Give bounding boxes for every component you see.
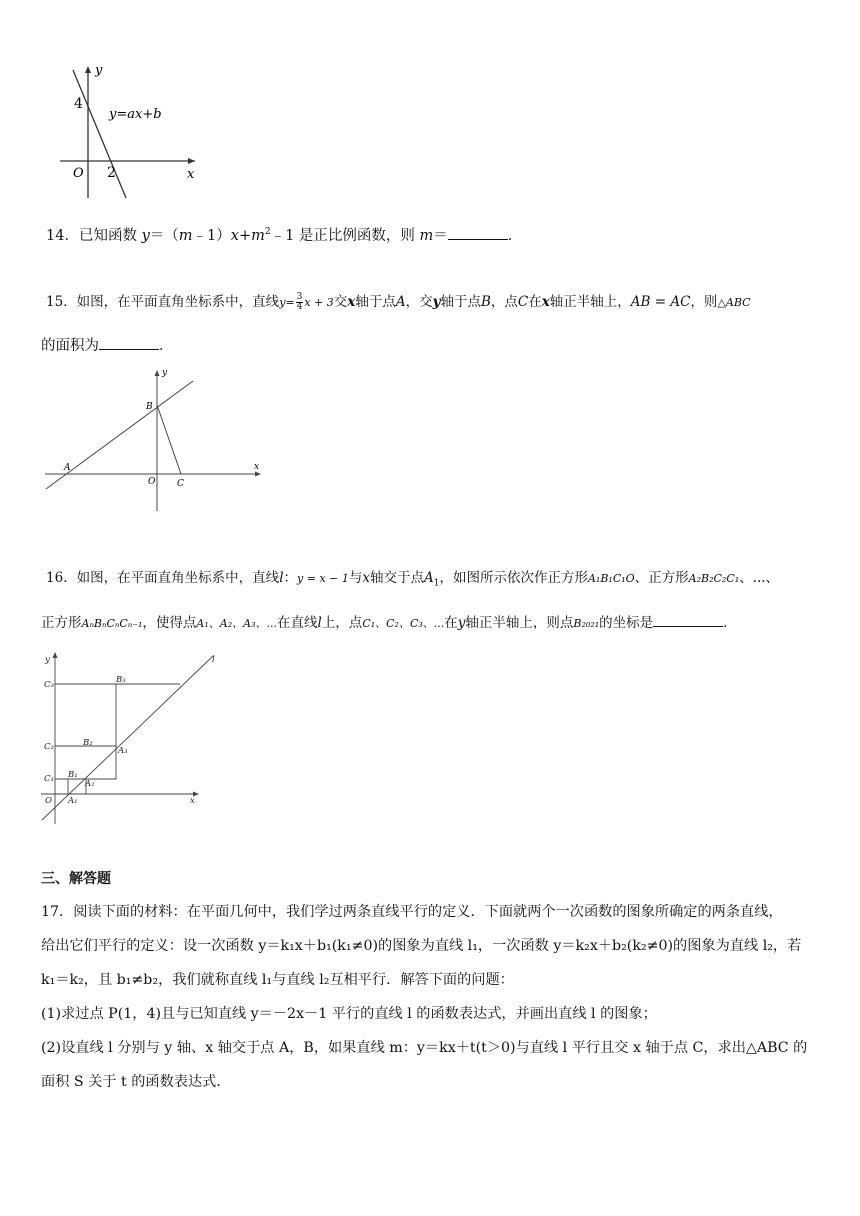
fig13-line-label: y=ax+b (109, 107, 162, 122)
q16-text: ，使得点 (142, 615, 197, 631)
q16-var: y (457, 615, 466, 631)
q16-number: 16 (46, 570, 64, 586)
fig16-square-3 (55, 684, 180, 746)
q14-text: ﹣1） (192, 227, 231, 244)
q16-text: ． (723, 615, 737, 631)
q15-point: A (395, 294, 406, 310)
question-15 (46, 292, 751, 313)
fig15-label-c: C (177, 479, 184, 489)
fig16-y-label: y (45, 655, 50, 665)
q14-var-m: m (251, 227, 265, 244)
q15-text: ．如图，在平面直角坐标系中，直线 (63, 294, 280, 310)
q14-answer-blank[interactable] (448, 225, 508, 240)
question-14 (46, 222, 522, 246)
fig15-y-label: y (162, 368, 168, 378)
fig16-b3-label: B₃ (116, 675, 126, 685)
fig15-graph (40, 365, 270, 515)
q15-triangle: △ABC (717, 296, 751, 309)
q15-text: ，则 (690, 294, 718, 310)
q15-eq: x + 3 (304, 296, 334, 309)
q16-text: 正方形 (41, 615, 82, 631)
q16-text: 与 (348, 570, 363, 586)
q15-text: 的面积为 (41, 338, 99, 354)
q15-eq: y (279, 296, 286, 309)
q14-text: + (238, 227, 252, 244)
fig15-label-o: O (148, 477, 156, 487)
q15-frac-den: 4 (296, 302, 303, 312)
q15-text: 轴于点 (440, 294, 481, 310)
q16-text: 在直线 (276, 615, 318, 631)
q16-text: 的坐标是 (599, 615, 654, 631)
fig15-label-b: B (146, 402, 153, 412)
fig16-a3-label: A₃ (118, 746, 128, 756)
q16-square: AₙBₙCₙCₙ₋₁ (81, 617, 143, 630)
q16-var: x (362, 570, 370, 586)
q17-line-6: 面积 S 关于 t 的函数表达式． (41, 1074, 231, 1090)
fig15-segment-bc (157, 405, 181, 474)
q14-var-y: y (141, 227, 150, 244)
q15-var: x (347, 294, 356, 310)
fig16-c2-label: C₂ (44, 742, 54, 752)
q15-point: C (517, 294, 529, 310)
q17-line-1: 17．阅读下面的材料：在平面几何中，我们学过两条直线平行的定义．下面就两个一次函数的图象所确定的两条直线， (41, 904, 783, 920)
q14-var-x: x (230, 227, 239, 244)
fig16-a2-label: A₂ (85, 779, 95, 789)
q16-points: A₁、A₂、A₃、... (196, 617, 277, 630)
fig16-o-label: O (45, 796, 52, 806)
q16-square: A₂B₂C₂C₁ (688, 572, 740, 585)
fig16-b2-label: B₂ (83, 738, 93, 748)
q16-text: 轴正半轴上，则点 (465, 615, 574, 631)
fig15-y-arrow (155, 370, 160, 376)
question-15-line2 (41, 335, 174, 356)
q14-text: ﹣1 是正比例函数，则 (270, 227, 420, 244)
fig13-x-arrow (188, 158, 195, 164)
q17-line-4: (1)求过点 P(1，4)且与已知直线 y＝－2x－1 平行的直线 l 的函数表达式，并画出直线 l 的图象； (41, 1006, 657, 1022)
q15-text: 轴于点 (355, 294, 396, 310)
question-16: 16．如图，在平面直角坐标系中，直线l：y = x − 1与x轴交于点$A_1$，如图所示依次作正方形A₁B₁C₁O、正方形A₂B₂C₂C₁、...、 (46, 570, 780, 589)
question-16-line2 (41, 612, 737, 634)
fig16-square-1 (55, 779, 86, 794)
fig13-x-label: x (187, 167, 195, 182)
q15-number: 15 (46, 294, 64, 310)
q15-frac-num: 3 (296, 292, 303, 302)
q16-text: 、正方形 (634, 570, 689, 586)
q15-text: 交 (333, 294, 348, 310)
fig13-y-intercept: 4 (74, 96, 83, 112)
fig13-origin-label: O (73, 166, 84, 181)
q17-line-5: (2)设直线 l 分别与 y 轴、x 轴交于点 A，B，如果直线 m：y＝kx＋t(t＞0)与直线 l 平行且交 x 轴于点 C，求出△ABC 的 (41, 1040, 808, 1056)
fig16-c1-label: C₁ (44, 774, 54, 784)
q16-point: A (423, 570, 434, 586)
q14-text: ＝（ (149, 227, 179, 244)
section-3-title: 三、解答题 (41, 871, 111, 887)
q16-point: B₂₀₂₁ (573, 617, 600, 630)
q17-line-3: k₁＝k₂，且 b₁≠b₂，我们就称直线 l₁与直线 l₂互相平行．解答下面的问题： (41, 972, 514, 988)
q14-var-m: m (178, 227, 193, 244)
q15-eq: = (285, 296, 295, 309)
q15-text: 在 (528, 294, 542, 310)
fig13-graph (55, 60, 205, 205)
fig13-y-arrow (85, 66, 91, 73)
q16-points: C₁、C₂、C₃、... (362, 617, 445, 630)
q15-point: B (480, 294, 491, 310)
q15-text: ，交 (405, 294, 433, 310)
q16-answer-blank[interactable] (653, 612, 723, 627)
fig16-c3-label: C₃ (44, 680, 54, 690)
fig16-b1-label: B₁ (68, 770, 78, 780)
fig16-square-2 (55, 746, 116, 779)
q16-text: ： (283, 570, 298, 586)
fig16-a1-label: A₁ (68, 796, 78, 806)
fig16-l-label: l (212, 655, 215, 665)
q14-var-m: m (419, 227, 434, 244)
q16-var: l (279, 570, 284, 586)
fig13-x-intercept: 2 (107, 165, 116, 181)
q15-condition: AB = AC (630, 294, 691, 310)
q17-line-2: 给出它们平行的定义：设一次函数 y＝k₁x＋b₁(k₁≠0)的图象为直线 l₁，一次函数 y＝k₂x＋b₂(k₂≠0)的图象为直线 l₂，若 (41, 938, 802, 954)
q15-fraction (296, 293, 304, 312)
q16-text: ，如图所示依次作正方形 (439, 570, 588, 586)
q15-answer-blank[interactable] (99, 335, 159, 350)
q14-text: ．已知函数 (64, 227, 142, 244)
q16-text: 在 (444, 615, 458, 631)
q14-text: ． (507, 227, 523, 244)
q16-text: ．如图，在平面直角坐标系中，直线 (63, 570, 280, 586)
fig15-label-a: A (64, 463, 71, 473)
q16-square: A₁B₁C₁O (587, 572, 635, 585)
q16-text: 轴交于点 (369, 570, 424, 586)
q14-exponent: 2 (264, 227, 271, 237)
fig15-x-arrow (255, 472, 261, 477)
q15-text: ，点 (490, 294, 518, 310)
q15-text: ． (159, 338, 174, 354)
q14-number: 14 (46, 227, 65, 244)
fig15-x-label: x (254, 462, 260, 472)
fig16-y-arrow (53, 652, 58, 658)
fig16-graph (38, 648, 223, 826)
q15-var: y (432, 294, 441, 310)
q16-text: 上，点 (321, 615, 363, 631)
q15-text: 轴正半轴上， (549, 294, 631, 310)
q16-text: 、...、 (739, 570, 780, 586)
q16-var: l (317, 615, 322, 631)
fig16-x-label: x (190, 796, 195, 806)
q16-equation: y = x − 1 (297, 572, 349, 585)
q15-var: x (541, 294, 550, 310)
q14-text: ＝ (433, 227, 448, 244)
fig13-y-label: y (95, 63, 103, 78)
